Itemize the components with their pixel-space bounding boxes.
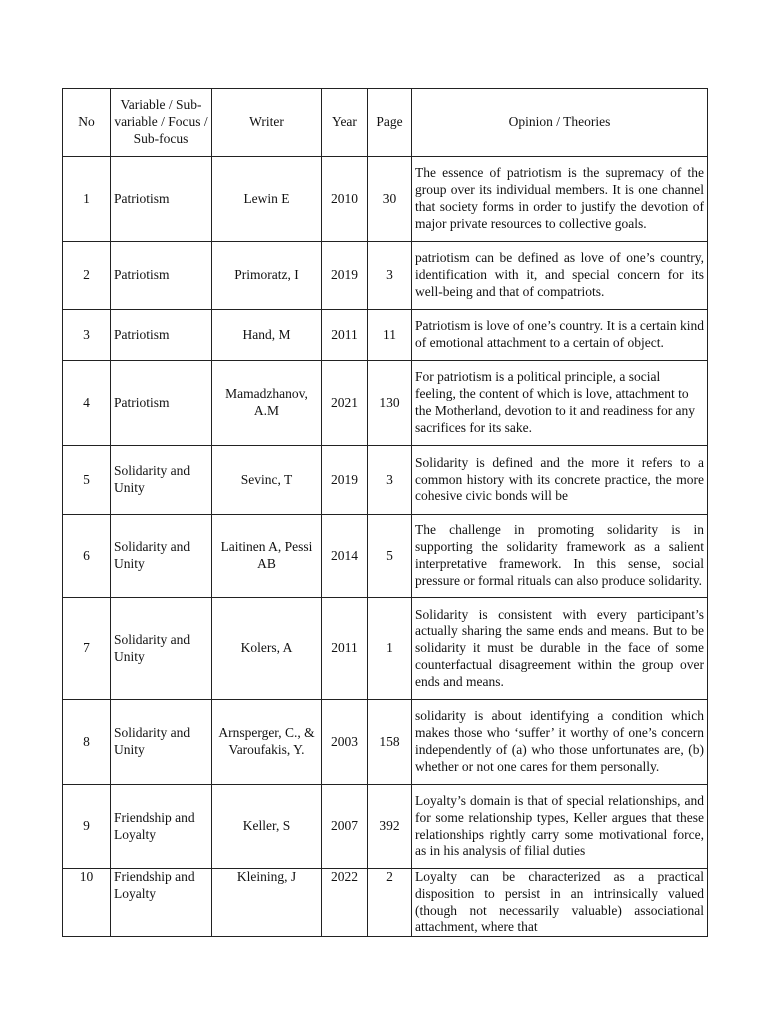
cell-year: 2019 (322, 446, 368, 515)
header-year: Year (322, 89, 368, 157)
header-opinion: Opinion / Theories (412, 89, 708, 157)
cell-writer: Lewin E (212, 157, 322, 242)
cell-opinion: The challenge in promoting solidarity is in supporting the solidarity framework as a salient interpretative framework. In this sense, social pressure or formal rituals can also produce solidarity. (412, 515, 708, 598)
cell-opinion: Loyalty can be characterized as a practical disposition to persist in an intrinsically valued (though not necessarily valuable) associational attachment, where that (412, 869, 708, 937)
table-row (63, 869, 708, 937)
cell-year: 2007 (322, 785, 368, 869)
table-row (63, 242, 708, 310)
cell-page: 3 (368, 242, 412, 310)
cell-no: 3 (63, 310, 111, 361)
cell-year: 2019 (322, 242, 368, 310)
cell-page: 3 (368, 446, 412, 515)
cell-variable: Patriotism (111, 310, 212, 361)
cell-no: 1 (63, 157, 111, 242)
cell-page: 130 (368, 361, 412, 446)
literature-review-table (62, 88, 708, 937)
cell-variable: Patriotism (111, 157, 212, 242)
cell-year: 2022 (322, 869, 368, 937)
cell-writer: Keller, S (212, 785, 322, 869)
cell-writer: Primoratz, I (212, 242, 322, 310)
cell-opinion: Patriotism is love of one’s country. It is a certain kind of emotional attachment to a certain of object. (412, 310, 708, 361)
cell-variable: Patriotism (111, 361, 212, 446)
cell-variable: Solidarity and Unity (111, 598, 212, 700)
cell-writer: Hand, M (212, 310, 322, 361)
table-row (63, 310, 708, 361)
cell-variable: Friendship and Loyalty (111, 869, 212, 937)
table-row (63, 361, 708, 446)
cell-no: 4 (63, 361, 111, 446)
cell-writer: Kolers, A (212, 598, 322, 700)
cell-opinion: The essence of patriotism is the supremacy of the group over its individual members. It is one channel that society forms in order to justify the devotion of major private resources to collective goals. (412, 157, 708, 242)
table-row (63, 446, 708, 515)
cell-page: 5 (368, 515, 412, 598)
cell-year: 2014 (322, 515, 368, 598)
cell-year: 2021 (322, 361, 368, 446)
cell-writer: Kleining, J (212, 869, 322, 937)
cell-no: 5 (63, 446, 111, 515)
cell-variable: Friendship and Loyalty (111, 785, 212, 869)
header-no: No (63, 89, 111, 157)
cell-opinion: Solidarity is defined and the more it refers to a common history with its concrete practice, the more cohesive civic bonds will be (412, 446, 708, 515)
cell-opinion: Solidarity is consistent with every participant’s actually sharing the same ends and means. But to be solidarity it must be durable in the face of some counterfactual disagreement within the group over ends and means. (412, 598, 708, 700)
cell-year: 2010 (322, 157, 368, 242)
cell-page: 2 (368, 869, 412, 937)
cell-page: 11 (368, 310, 412, 361)
table-row (63, 157, 708, 242)
cell-no: 6 (63, 515, 111, 598)
cell-page: 30 (368, 157, 412, 242)
header-writer: Writer (212, 89, 322, 157)
table-row (63, 700, 708, 785)
table-row (63, 598, 708, 700)
cell-page: 1 (368, 598, 412, 700)
header-page: Page (368, 89, 412, 157)
cell-opinion: solidarity is about identifying a condition which makes those who ‘suffer’ it worthy of one’s concern independently of (a) who those unfortunates are, (b) whether or not one cares for them personally. (412, 700, 708, 785)
cell-year: 2011 (322, 598, 368, 700)
cell-no: 7 (63, 598, 111, 700)
cell-page: 158 (368, 700, 412, 785)
table-header-row (63, 89, 708, 157)
cell-variable: Solidarity and Unity (111, 700, 212, 785)
cell-writer: Sevinc, T (212, 446, 322, 515)
cell-opinion: For patriotism is a political principle, a social feeling, the content of which is love, attachment to the Motherland, devotion to it and readiness for any sacrifices for its sake. (412, 361, 708, 446)
cell-opinion: patriotism can be defined as love of one’s country, identification with it, and special concern for its well-being and that of compatriots. (412, 242, 708, 310)
header-variable: Variable / Sub-variable / Focus / Sub-focus (111, 89, 212, 157)
cell-no: 8 (63, 700, 111, 785)
table-row (63, 785, 708, 869)
cell-writer: Mamadzhanov, A.M (212, 361, 322, 446)
cell-year: 2011 (322, 310, 368, 361)
cell-variable: Solidarity and Unity (111, 446, 212, 515)
cell-page: 392 (368, 785, 412, 869)
cell-variable: Solidarity and Unity (111, 515, 212, 598)
cell-no: 9 (63, 785, 111, 869)
cell-no: 2 (63, 242, 111, 310)
cell-writer: Arnsperger, C., & Varoufakis, Y. (212, 700, 322, 785)
cell-year: 2003 (322, 700, 368, 785)
cell-no: 10 (63, 869, 111, 937)
cell-writer: Laitinen A, Pessi AB (212, 515, 322, 598)
cell-opinion: Loyalty’s domain is that of special relationships, and for some relationship types, Keller argues that these relationships rightly carry some motivational force, as in his analysis of filial duties (412, 785, 708, 869)
cell-variable: Patriotism (111, 242, 212, 310)
table-row (63, 515, 708, 598)
